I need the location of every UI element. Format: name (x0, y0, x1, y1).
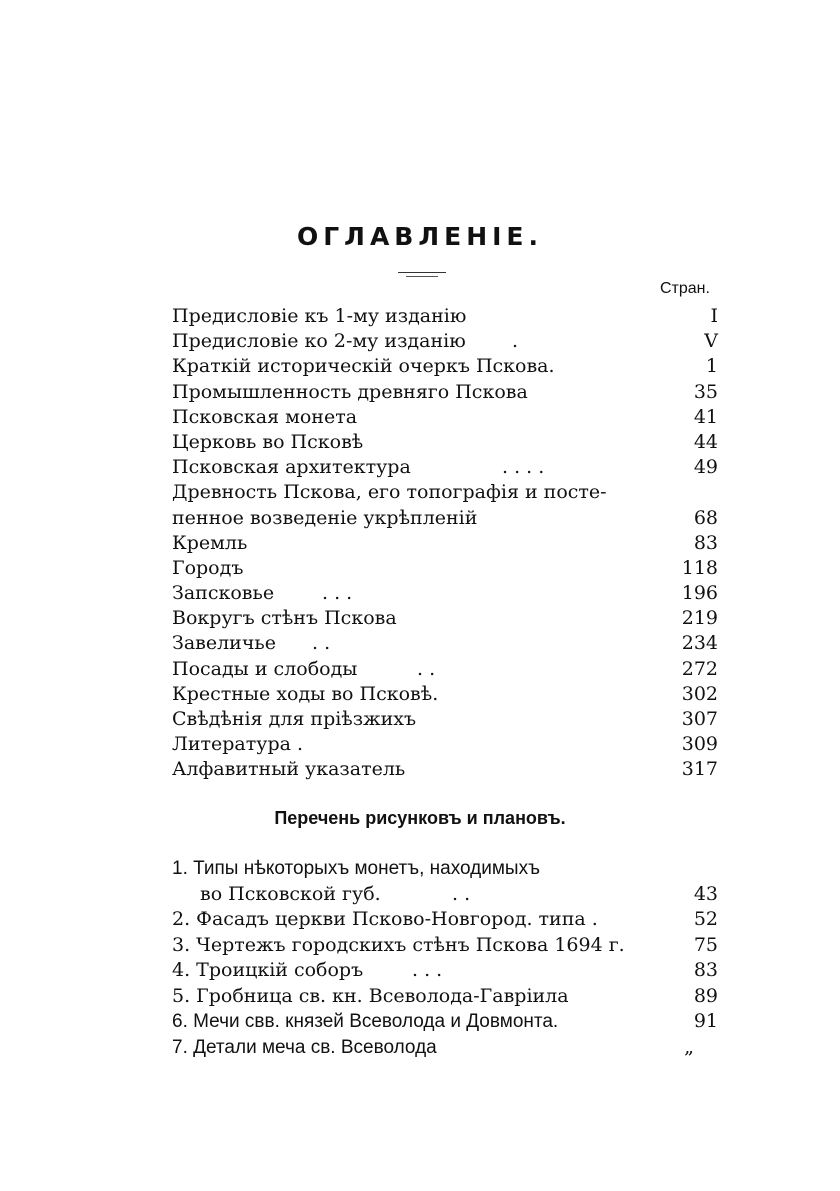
toc-entry-page: V (704, 330, 718, 353)
figure-entry-title: 4. Троицкій соборъ (172, 959, 364, 981)
figure-leader-dots: . . . (412, 959, 443, 981)
toc-entry-title: Крестные ходы во Псковѣ. (172, 682, 439, 705)
toc-entry-page: 118 (681, 556, 718, 579)
toc-entry-title: Алфавитный указатель (172, 758, 406, 781)
toc-leader-dots: . . (312, 632, 331, 655)
toc-entry-page: 234 (681, 632, 718, 655)
toc-entry (172, 304, 718, 329)
title-divider-secondary (406, 276, 438, 277)
toc-entry-title: Кремль (172, 531, 248, 554)
toc-entry (172, 631, 718, 656)
figure-entry-page: 89 (693, 984, 718, 1007)
toc-entry-page: 317 (681, 758, 718, 781)
toc-entry-title: Литература . (172, 733, 304, 756)
toc-entry-title: Предисловіе къ 1-му изданію (172, 305, 467, 327)
figure-entry (172, 958, 718, 984)
figure-entry (172, 1009, 718, 1035)
toc-entry-title: Предисловіе ко 2-му изданію (172, 330, 466, 353)
toc-entry-continuation (172, 506, 718, 531)
figure-entry-title: 3. Чертежъ городскихъ стѣнъ Пскова 1694 г. (172, 933, 625, 956)
toc-entry-page: 272 (681, 657, 718, 680)
figure-entry (172, 1035, 718, 1061)
figure-leader-dots: . . (452, 882, 471, 905)
table-of-contents (172, 304, 718, 783)
page-column-label: Стран. (660, 280, 710, 297)
toc-leader-dots: . . (417, 657, 436, 680)
figure-entry-page: 75 (693, 933, 718, 956)
figure-entry-title: 7. Детали меча св. Всеволода (172, 1036, 437, 1058)
toc-entry-title: Свѣдѣнія для пріѣзжихъ (172, 708, 417, 730)
figure-entry-continuation (172, 882, 718, 908)
toc-entry-title: Запсковье (172, 582, 275, 605)
figure-entry (172, 933, 718, 959)
toc-entry-title: Завеличье (172, 632, 276, 655)
toc-entry (172, 732, 718, 757)
toc-entry-title: Вокругъ стѣнъ Пскова (172, 607, 397, 630)
toc-entry (172, 757, 718, 782)
toc-entry-page: 41 (693, 405, 718, 428)
figure-entry-title: 2. Фасадъ церкви Псково-Новгород. типа . (172, 908, 598, 930)
title-divider (398, 272, 446, 273)
toc-entry (172, 682, 718, 707)
figure-entry (172, 907, 718, 933)
toc-entry-title: Посады и слободы (172, 657, 358, 680)
toc-entry-page: 219 (681, 607, 718, 630)
toc-entry-page: 307 (681, 708, 718, 730)
toc-entry-page: 196 (681, 582, 718, 605)
toc-entry (172, 581, 718, 606)
figure-entry-title: 5. Гробница св. кн. Всеволода-Гавріила (172, 984, 569, 1007)
toc-entry-title: Церковь во Псковѣ (172, 430, 364, 453)
figure-entry (172, 984, 718, 1010)
toc-entry-page: I (710, 305, 718, 327)
toc-entry-page: 302 (681, 682, 718, 705)
toc-entry (172, 657, 718, 682)
figure-entry-title: во Псковской губ. (200, 882, 381, 905)
toc-entry-page: 309 (681, 733, 718, 756)
toc-entry (172, 606, 718, 631)
figures-section-title: Перечень рисунковъ и плановъ. (274, 808, 566, 828)
toc-entry (172, 556, 718, 581)
toc-entry-title: Псковская архитектура (172, 456, 411, 479)
toc-leader-dots: . . . . (502, 456, 545, 479)
toc-entry-page: 44 (693, 430, 718, 453)
toc-entry (172, 430, 718, 455)
figures-list (172, 856, 718, 1060)
figure-entry-page: 52 (693, 908, 718, 930)
toc-entry (172, 531, 718, 556)
figure-entry-title: 1. Типы нѣкоторыхъ монетъ, находимыхъ (172, 858, 540, 879)
toc-entry-page: 68 (693, 506, 718, 529)
figure-entry-page: 43 (693, 882, 718, 905)
page-title: ОГЛАВЛЕНІЕ. (297, 222, 543, 251)
toc-entry-page: 49 (693, 456, 718, 479)
toc-entry-title: Краткій историческій очеркъ Пскова. (172, 355, 555, 378)
toc-entry (172, 380, 718, 405)
toc-entry (172, 455, 718, 480)
toc-entry-title: Городъ (172, 556, 244, 579)
toc-entry (172, 405, 718, 430)
toc-entry (172, 354, 718, 379)
figure-entry-page: „ (684, 1035, 694, 1058)
toc-leader-dots: . (512, 330, 519, 353)
toc-entry-title: пенное возведеніе укрѣпленій (172, 506, 478, 529)
toc-entry-title: Древность Пскова, его топографія и посте- (172, 481, 607, 504)
toc-entry (172, 480, 718, 505)
figure-entry (172, 856, 718, 882)
figure-entry-title: 6. Мечи свв. князей Всеволода и Довмонта. (172, 1011, 559, 1032)
toc-entry-title: Промышленность древняго Пскова (172, 380, 528, 403)
figure-entry-page: 83 (693, 959, 718, 981)
toc-entry-page: 35 (693, 380, 718, 403)
toc-leader-dots: . . . (322, 582, 353, 605)
toc-entry-page: 1 (705, 355, 718, 378)
toc-entry-page: 83 (693, 531, 718, 554)
toc-entry (172, 329, 718, 354)
toc-entry-title: Псковская монета (172, 405, 358, 428)
toc-entry (172, 707, 718, 732)
figure-entry-page: 91 (693, 1010, 718, 1032)
